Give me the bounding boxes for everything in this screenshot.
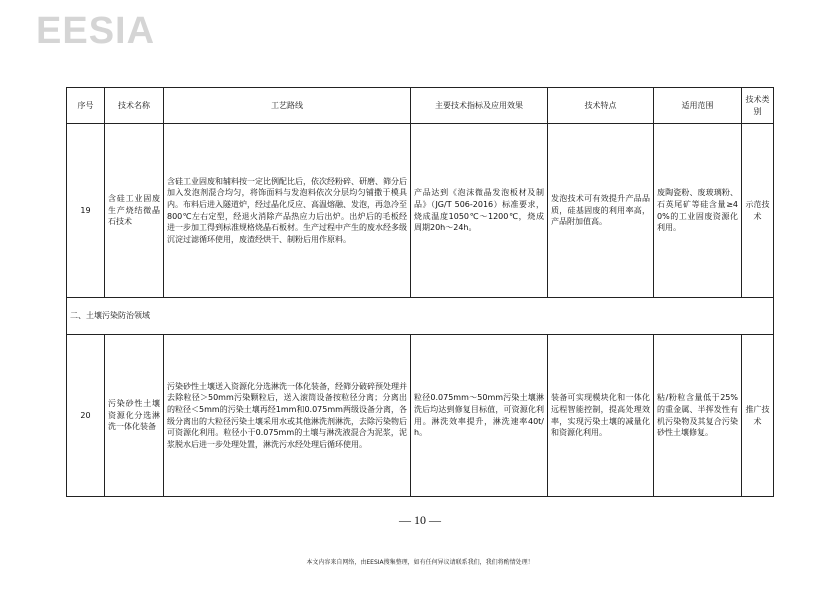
row-index: 20	[67, 335, 105, 497]
technology-table	[66, 87, 774, 497]
header-name: 技术名称	[105, 88, 164, 124]
eesia-watermark-logo: EESIA	[36, 10, 156, 52]
table-row	[67, 335, 774, 497]
row-features: 装备可实现模块化和一体化远程智能控制，提高处理效率，实现污染土壤的减量化和资源化利用。	[548, 335, 654, 497]
header-indicators: 主要技术指标及应用效果	[411, 88, 548, 124]
section-row	[67, 298, 774, 335]
row-tech-name: 含硅工业固废生产烧结微晶石技术	[105, 124, 164, 298]
row-category: 推广技术	[742, 335, 774, 497]
row-process: 污染砂性土壤送入资源化分选淋洗一体化装备，经筛分破碎预处理并去除粒径＞50mm污染颗粒后，送入滚筒设备按粒径分离；分离出的粒径＜5mm的污染土壤再经1mm和0.075mm两级设备分离，各级分离出的大粒径污染土壤采用水或其他淋洗剂淋洗，去除污染物后可资源化利用。粒径小于0.075mm的土壤与淋洗液混合为泥浆，泥浆脱水后进一步处理处置，淋洗污水经处理后循环使用。	[164, 335, 411, 497]
header-features: 技术特点	[548, 88, 654, 124]
section-title: 二、土壤污染防治领域	[67, 298, 774, 335]
row-category: 示范技术	[742, 124, 774, 298]
row-process: 含硅工业固废和辅料按一定比例配比后，依次经粉碎、研磨、筛分后加入发泡剂混合均匀，将饰面料与发泡料依次分层均匀铺撒于模具内。布料后进入隧道炉，经过晶化反应、高温熔融、发泡，再急冷至800℃左右定型，经退火消除产品热应力后出炉。出炉后的毛板经进一步加工得到标准规格烧晶石板材。生产过程中产生的废水经多级沉淀过滤循环使用，废渣经烘干、制粉后用作原料。	[164, 124, 411, 298]
footer-disclaimer: 本文内容来自网络，由EESIA搜集整理，如有任何异议请联系我们，我们将酌情处理！	[306, 559, 534, 566]
row-scope: 粘/粉粒含量低于25%的重金属、半挥发性有机污染物及其复合污染砂性土壤修复。	[654, 335, 742, 497]
row-features: 发泡技术可有效提升产品品质，硅基固废的利用率高，产品附加值高。	[548, 124, 654, 298]
row-indicators: 粒径0.075mm～50mm污染土壤淋洗后均达到修复目标值，可资源化利用。淋洗效率提升，淋洗速率40t/h。	[411, 335, 548, 497]
row-index: 19	[67, 124, 105, 298]
table-header-row	[67, 88, 774, 124]
page-number: — 10 —	[399, 513, 441, 527]
header-process: 工艺路线	[164, 88, 411, 124]
row-tech-name: 污染砂性土壤资源化分选淋洗一体化装备	[105, 335, 164, 497]
table-row	[67, 124, 774, 298]
header-index: 序号	[67, 88, 105, 124]
row-indicators: 产品达到《泡沫微晶发泡板材及制品》（JG/T 506-2016）标准要求，烧成温度1050℃～1200℃，烧成周期20h～24h。	[411, 124, 548, 298]
row-scope: 废陶瓷粉、废玻璃粉、石英尾矿等硅含量≥40%的工业固废资源化利用。	[654, 124, 742, 298]
header-scope: 适用范围	[654, 88, 742, 124]
header-category: 技术类别	[742, 88, 774, 124]
